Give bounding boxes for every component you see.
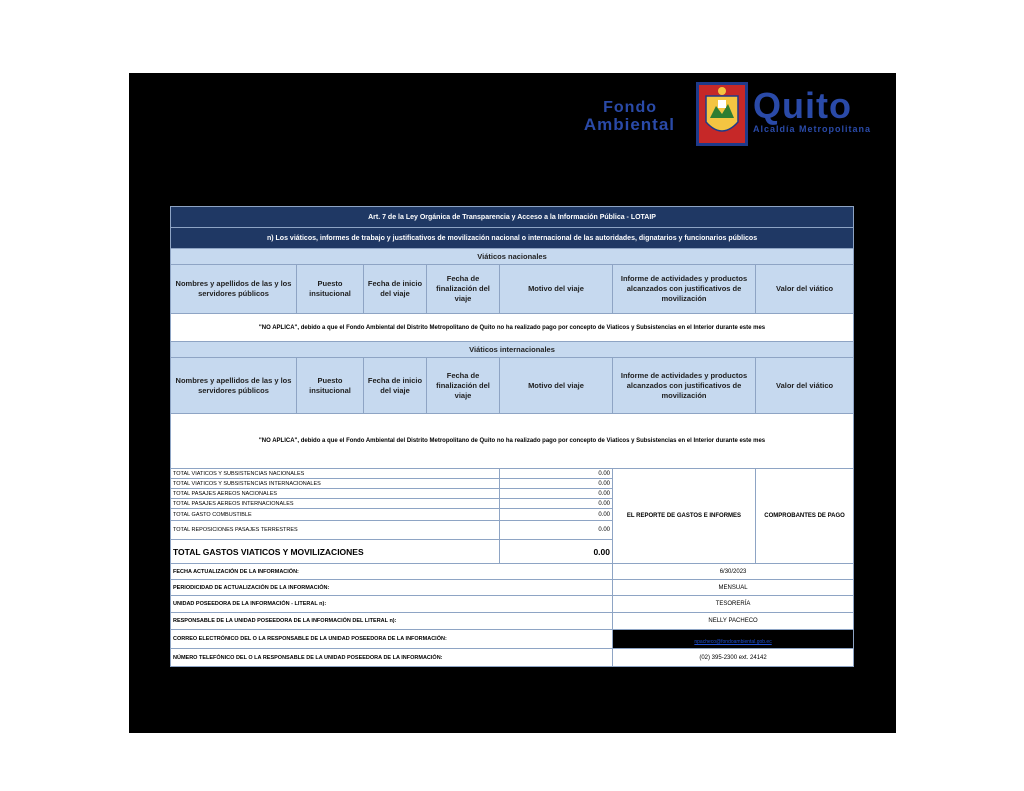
reporte-gastos-label: EL REPORTE DE GASTOS E INFORMES xyxy=(613,469,756,564)
meta-value-responsable: NELLY PACHECO xyxy=(613,613,854,630)
note-internacionales: "NO APLICA", debido a que el Fondo Ambiental del Distrito Metropolitano de Quito no ha realizado pago por concepto de Viaticos y Subsistencias en el Interior durante este mes xyxy=(171,414,854,469)
meta-label: RESPONSABLE DE LA UNIDAD POSEEDORA DE LA INFORMACIÓN DEL LITERAL n): xyxy=(171,613,613,630)
meta-value-correo[interactable] xyxy=(613,630,854,649)
total-value: 0.00 xyxy=(500,489,613,499)
table-subtitle: n) Los viáticos, informes de trabajo y justificativos de movilización nacional o internacional de las autoridades, dignatarios y funcionarios públicos xyxy=(171,228,854,249)
grand-total-value: 0.00 xyxy=(500,540,613,564)
meta-value-telefono: (02) 395-2300 ext. 24142 xyxy=(613,649,854,667)
meta-label: PERIODICIDAD DE ACTUALIZACIÓN DE LA INFORMACIÓN: xyxy=(171,580,613,596)
column-header-motivo: Motivo del viaje xyxy=(500,265,613,314)
column-header-valor: Valor del viático xyxy=(756,358,854,414)
meta-value-unidad: TESORERÍA xyxy=(613,596,854,613)
column-header-fecha-fin: Fecha de finalización del viaje xyxy=(427,358,500,414)
logo-alcaldia-text: Alcaldía Metropolitana xyxy=(753,124,872,134)
total-label: TOTAL PASAJES AEREOS INTERNACIONALES xyxy=(171,499,500,509)
total-label: TOTAL VIATICOS Y SUBSISTENCIAS INTERNACIONALES xyxy=(171,479,500,489)
total-value: 0.00 xyxy=(500,479,613,489)
meta-label: NÚMERO TELEFÓNICO DEL O LA RESPONSABLE DE LA UNIDAD POSEEDORA DE LA INFORMACIÓN: xyxy=(171,649,613,667)
column-header-informe: Informe de actividades y productos alcanzados con justificativos de movilización xyxy=(613,358,756,414)
total-value: 0.00 xyxy=(500,469,613,479)
total-label: TOTAL VIATICOS Y SUBSISTENCIAS NACIONALES xyxy=(171,469,500,479)
section-title-internacionales: Viáticos internacionales xyxy=(171,342,854,358)
total-label: TOTAL PASAJES AEREOS NACIONALES xyxy=(171,489,500,499)
column-header-nombres: Nombres y apellidos de las y los servidores públicos xyxy=(171,358,297,414)
total-value: 0.00 xyxy=(500,509,613,521)
meta-label: UNIDAD POSEEDORA DE LA INFORMACIÓN - LITERAL n): xyxy=(171,596,613,613)
meta-label: CORREO ELECTRÓNICO DEL O LA RESPONSABLE DE LA UNIDAD POSEEDORA DE LA INFORMACIÓN: xyxy=(171,630,613,649)
logo-ambiental-text: Ambiental xyxy=(583,115,675,134)
total-label: TOTAL REPOSICIONES PASAJES TERRESTRES xyxy=(171,521,500,540)
document-page xyxy=(129,73,896,733)
section-title-nacionales: Viáticos nacionales xyxy=(171,249,854,265)
comprobantes-pago-label: COMPROBANTES DE PAGO xyxy=(756,469,854,564)
meta-value-fecha: 6/30/2023 xyxy=(613,564,854,580)
total-label: TOTAL GASTO COMBUSTIBLE xyxy=(171,509,500,521)
total-value: 0.00 xyxy=(500,521,613,540)
column-header-fecha-inicio: Fecha de inicio del viaje xyxy=(364,358,427,414)
quito-crest-icon xyxy=(696,82,748,146)
column-header-puesto: Puesto insitucional xyxy=(297,265,364,314)
column-header-informe: Informe de actividades y productos alcanzados con justificativos de movilización xyxy=(613,265,756,314)
quito-logo xyxy=(753,87,871,134)
total-value: 0.00 xyxy=(500,499,613,509)
logo-quito-text: Quito xyxy=(753,85,852,126)
column-header-valor: Valor del viático xyxy=(756,265,854,314)
fondo-ambiental-logo xyxy=(559,99,675,133)
grand-total-label: TOTAL GASTOS VIATICOS Y MOVILIZACIONES xyxy=(171,540,500,564)
logo-fondo-text: Fondo xyxy=(603,99,657,116)
note-nacionales: "NO APLICA", debido a que el Fondo Ambiental del Distrito Metropolitano de Quito no ha realizado pago por concepto de Viaticos y Subsistencias en el Interior durante este mes xyxy=(171,314,854,342)
column-header-puesto: Puesto insitucional xyxy=(297,358,364,414)
table-title: Art. 7 de la Ley Orgánica de Transparencia y Acceso a la Información Pública - LOTAIP xyxy=(171,207,854,228)
column-header-fecha-inicio: Fecha de inicio del viaje xyxy=(364,265,427,314)
column-header-fecha-fin: Fecha de finalización del viaje xyxy=(427,265,500,314)
column-header-motivo: Motivo del viaje xyxy=(500,358,613,414)
email-link[interactable]: npacheco@fondoambiental.gob.ec xyxy=(694,639,772,645)
meta-label: FECHA ACTUALIZACIÓN DE LA INFORMACIÓN: xyxy=(171,564,613,580)
lotaip-table xyxy=(170,206,853,667)
column-header-nombres: Nombres y apellidos de las y los servidores públicos xyxy=(171,265,297,314)
meta-value-periodicidad: MENSUAL xyxy=(613,580,854,596)
